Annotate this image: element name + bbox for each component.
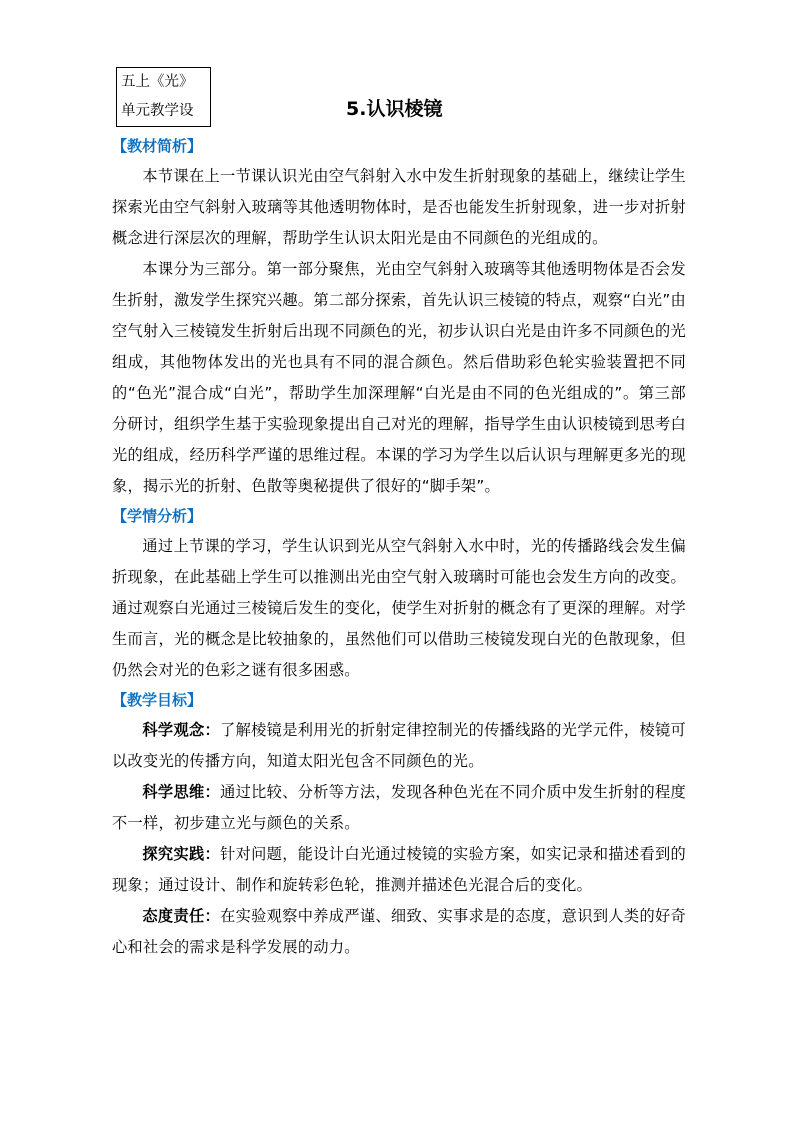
- goal-label: 科学思维：: [142, 783, 221, 801]
- goal-item: [112, 777, 686, 839]
- goal-text: 通过比较、分析等方法，发现各种色光在不同介质中发生折射的程度不一样，初步建立光与颜色的关系。: [112, 783, 687, 832]
- learner-paragraph: 通过上节课的学习，学生认识到光从空气斜射入水中时，光的传播路线会发生偏折现象，在此基础上学生可以推测出光由空气射入玻璃时可能也会发生方向的改变。通过观察白光通过三棱镜后发生的变化，使学生对折射的概念有了更深的理解。对学生而言，光的概念是比较抽象的，虽然他们可以借助三棱镜发现白光的色散现象，但仍然会对光的色彩之谜有很多困惑。: [112, 537, 686, 679]
- goal-text: 在实验观察中养成严谨、细致、实事求是的态度，意识到人类的好奇心和社会的需求是科学发展的动力。: [112, 907, 687, 956]
- goal-item: [112, 715, 686, 777]
- textbook-paragraph-1: 本节课在上一节课认识光由空气斜射入水中发生折射现象的基础上，继续让学生探索光由空气斜射入玻璃等其他透明物体时，是否也能发生折射现象，进一步对折射概念进行深层次的理解，帮助学生认识太阳光是由不同颜色的光组成的。: [112, 167, 686, 247]
- section-heading-textbook: 【教材简析】: [112, 137, 203, 155]
- section-teaching-goals: [112, 686, 686, 963]
- goal-item: [112, 901, 686, 963]
- textbook-paragraph-2: 本课分为三部分。第一部分聚焦，光由空气斜射入玻璃等其他透明物体是否会发生折射，激发学生探究兴趣。第二部分探索，首先认识三棱镜的特点，观察“白光”由空气射入三棱镜发生折射后出现不同颜色的光，初步认识白光是由许多不同颜色的光组成，其他物体发出的光也具有不同的混合颜色。然后借助彩色轮实验装置把不同的“色光”混合成“白光”，帮助学生加深理解“白光是由不同的色光组成的”。第三部分研讨，组织学生基于实验现象提出自己对光的理解，指导学生由认识棱镜到思考白光的组成，经历科学严谨的思维过程。本课的学习为学生以后认识与理解更多光的现象，揭示光的折射、色散等奥秘提供了很好的“脚手架”。: [112, 260, 686, 495]
- section-textbook-analysis: [112, 132, 686, 502]
- document-body: [112, 132, 686, 963]
- unit-label-box: [116, 67, 211, 127]
- unit-label-line-1: 五上《光》: [121, 74, 194, 90]
- unit-label-line-2: 单元教学设: [121, 103, 194, 119]
- goal-text: 了解棱镜是利用光的折射定律控制光的传播线路的光学元件，棱镜可以改变光的传播方向，知道太阳光包含不同颜色的光。: [112, 721, 687, 770]
- section-learner-analysis: [112, 502, 686, 686]
- goal-label: 态度责任：: [142, 907, 221, 925]
- section-heading-learner: 【学情分析】: [112, 507, 203, 525]
- section-heading-goals: 【教学目标】: [112, 691, 203, 709]
- goal-text: 针对问题，能设计白光通过棱镜的实验方案，如实记录和描述看到的现象；通过设计、制作和旋转彩色轮，推测并描述色光混合后的变化。: [112, 845, 687, 894]
- lesson-title: 5.认识棱镜: [346, 98, 443, 120]
- goal-label: 探究实践：: [142, 845, 221, 863]
- goal-label: 科学观念：: [142, 721, 221, 739]
- goal-item: [112, 839, 686, 901]
